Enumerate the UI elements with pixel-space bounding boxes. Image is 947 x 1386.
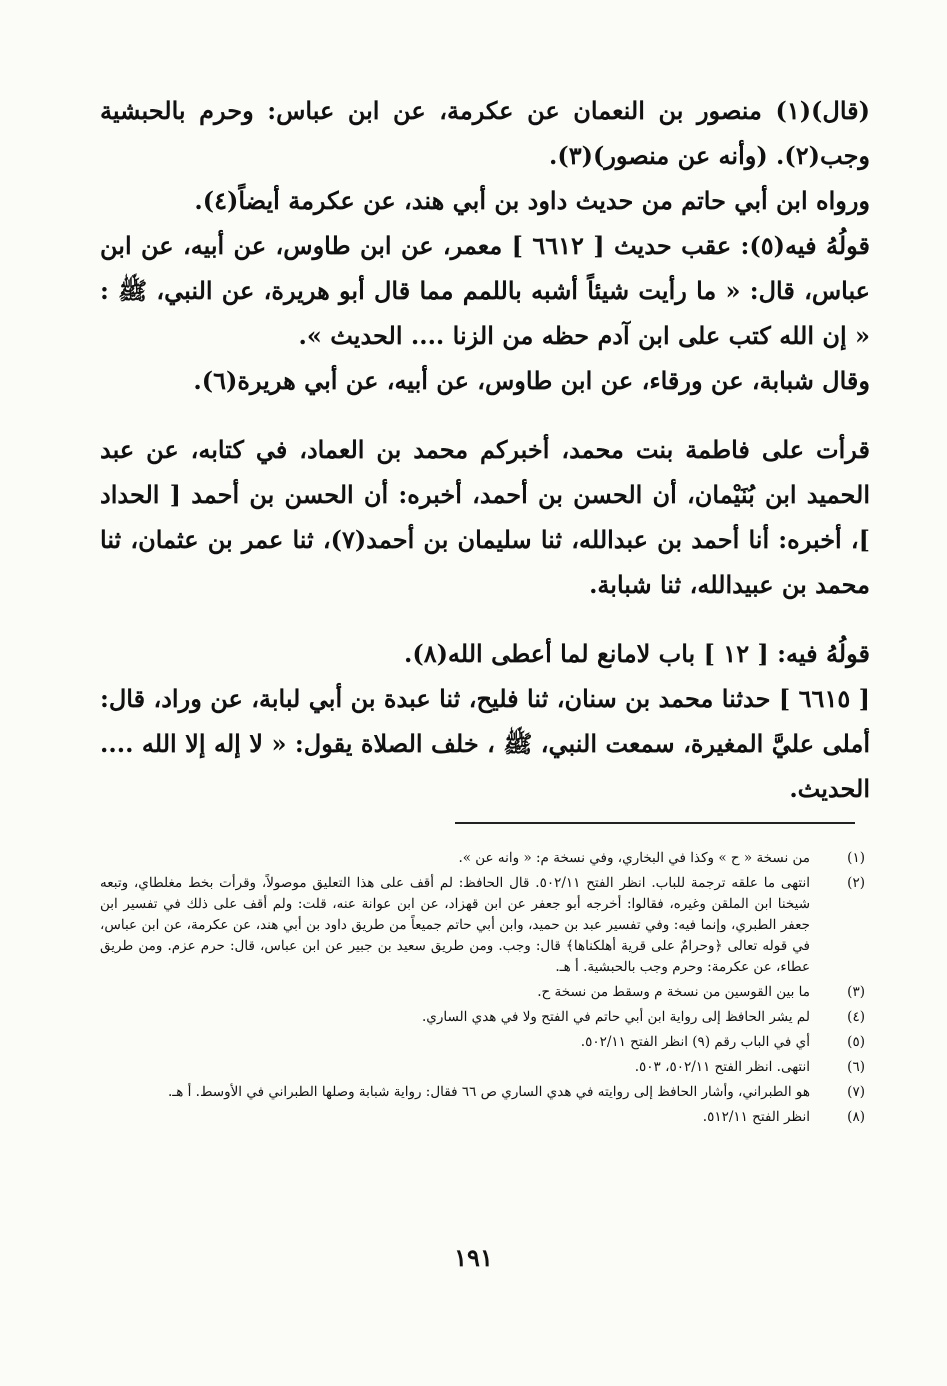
footnote-text: ما بين القوسين من نسخة م وسقط من نسخة ح. xyxy=(537,984,810,1000)
footnote-number: (٨) xyxy=(847,1109,865,1125)
footnote-text: انتهى ما علقه ترجمة للباب. انظر الفتح ٥٠٢/١١. قال الحافظ: لم أقف على هذا التعليق موصولاً، وقرأت بخط مغلطاي، وتبعه شيخنا ابن الملقن وغيره، فقالوا: أخرجه أبو جعفر عن ابن قهزاد، عن ابن عوانة عنه، قلت: ولم أقف على ذلك في تفسير ابن جعفر الطبري، وإنما فيه: وفي تفسير عبد بن حميد، وابن أبي حاتم جميعاً من طريق داود بن أبي هند، عن عكرمة، عن ابن عباس، في قوله تعالى ﴿وحرامٌ على قرية أهلكناها﴾ قال: وجب. ومن طريق سعيد بن جبير عن ابن عباس، قال: حرم عزم. ومن طريق عطاء، عن عكرمة: وحرم وجب بالحبشية. أ هـ. xyxy=(100,875,810,975)
footnote-text: لم يشر الحافظ إلى رواية ابن أبي حاتم في الفتح ولا في هدي الساري. xyxy=(421,1009,810,1025)
footnote-separator xyxy=(455,822,855,824)
footnote xyxy=(100,1082,865,1103)
footnote-number: (٣) xyxy=(847,984,865,1000)
footnote-number: (٤) xyxy=(847,1009,865,1025)
footnote-text: من نسخة « ح » وكذا في البخاري، وفي نسخة م: « وانه عن ». xyxy=(458,850,810,866)
footnote-number: (٧) xyxy=(847,1084,865,1100)
paragraph-4: وقال شبابة، عن ورقاء، عن ابن طاوس، عن أبيه، عن أبي هريرة(٦). xyxy=(193,366,870,395)
paragraph-5: قرأت على فاطمة بنت محمد، أخبركم محمد بن العماد، في كتابه، عن عبد الحميد ابن بُنَيْمان، أن الحسن بن أحمد، أخبره: أن الحسن بن أحمد [ الحداد ]، أخبره: أنا أحمد بن عبدالله، ثنا سليمان بن أحمد(٧)، ثنا عمر بن عثمان، ثنا محمد بن عبيدالله، ثنا شبابة. xyxy=(100,435,871,599)
footnote xyxy=(100,1107,865,1128)
footnote-number: (٦) xyxy=(847,1059,865,1075)
paragraph-1: (قال)(١) منصور بن النعمان عن عكرمة، عن ابن عباس: وحرم بالحبشية وجب(٢). (وأنه عن منصور)(٣). xyxy=(100,96,870,170)
footnote xyxy=(100,848,865,869)
paragraph-3: قولُهُ فيه(٥): عقب حديث [ ٦٦١٢ ] معمر، عن ابن طاوس، عن أبيه، عن ابن عباس، قال: « ما رأيت شيئاً أشبه باللمم مما قال أبو هريرة، عن النبي، ﷺ : « إن الله كتب على ابن آدم حظه من الزنا .... الحديث ». xyxy=(100,231,870,350)
footnote xyxy=(100,1007,865,1028)
footnote-number: (٥) xyxy=(847,1034,865,1050)
footnote xyxy=(100,873,865,978)
paragraph-2: ورواه ابن أبي حاتم من حديث داود بن أبي هند، عن عكرمة أيضاً(٤). xyxy=(194,186,870,215)
footnotes xyxy=(100,848,865,1132)
footnote-text: أي في الباب رقم (٩) انظر الفتح ٥٠٢/١١. xyxy=(580,1034,810,1050)
footnote-text: انتهى. انظر الفتح ٥٠٢/١١، ٥٠٣. xyxy=(634,1059,810,1075)
footnote-number: (٢) xyxy=(847,875,865,891)
page-number: ١٩١ xyxy=(454,1243,493,1272)
footnote-number: (١) xyxy=(847,850,865,866)
paragraph-6: [ ٦٦١٥ ] حدثنا محمد بن سنان، ثنا فليح، ثنا عبدة بن أبي لبابة، عن وراد، قال: أملى عليَّ المغيرة، سمعت النبي، ﷺ ، خلف الصلاة يقول: « لا إله إلا الله .... الحديث. xyxy=(100,684,870,803)
footnote xyxy=(100,982,865,1003)
footnote-text: هو الطبراني، وأشار الحافظ إلى روايته في هدي الساري ص ٦٦ فقال: رواية شبابة وصلها الطبراني في الأوسط. أ هـ. xyxy=(167,1084,810,1100)
footnote xyxy=(100,1032,865,1053)
chapter-heading: قولُهُ فيه: [ ١٢ ] باب لامانع لما أعطى الله(٨). xyxy=(403,639,870,668)
main-text xyxy=(100,88,870,811)
footnote xyxy=(100,1057,865,1078)
footnote-text: انظر الفتح ٥١٢/١١. xyxy=(702,1109,810,1125)
